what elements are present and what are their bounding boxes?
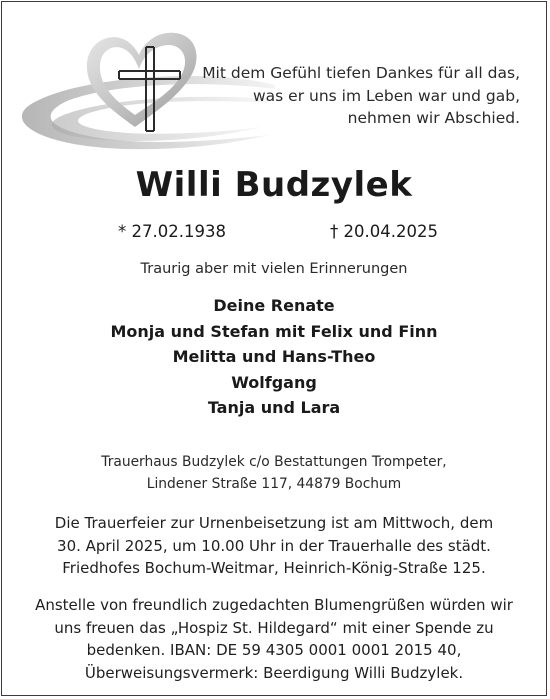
mourner-entry: Monja und Stefan mit Felix und Finn: [110, 321, 438, 341]
donation-line: uns freuen das „Hospiz St. Hildegard“ mit einer Spende zu: [54, 618, 494, 637]
motto-line: nehmen wir Abschied.: [347, 109, 520, 127]
ceremony-line: Die Trauerfeier zur Urnenbeisetzung ist am Mittwoch, dem: [54, 514, 494, 532]
donation-line: bedenken. IBAN: DE 59 4305 0001 0001 2015 40,: [86, 641, 462, 659]
donation-line: Überweisungsvermerk: Beerdigung Willi Budzylek.: [84, 663, 464, 682]
ceremony-info: [2, 512, 546, 580]
deceased-name: Willi Budzylek: [135, 165, 413, 205]
mourners-intro: Traurig aber mit vielen Erinnerungen: [140, 261, 408, 277]
birth-date: * 27.02.1938: [118, 222, 226, 241]
ceremony-line: Friedhofes Bochum-Weitmar, Heinrich-König-Straße 125.: [62, 559, 486, 577]
motto-line: was er uns im Leben war und gab,: [252, 86, 520, 105]
mourner-entry: Tanja und Lara: [207, 398, 341, 417]
motto-line: Mit dem Gefühl tiefen Dankes für all das,: [202, 64, 520, 82]
mourner-entry: Wolfgang: [231, 372, 317, 392]
mourners-list: [2, 293, 546, 421]
mourner-entry: Deine Renate: [213, 296, 335, 315]
death-date: † 20.04.2025: [330, 222, 438, 241]
donation-request: [2, 594, 546, 684]
mourning-house-address: [2, 452, 546, 495]
motto-verse: [202, 62, 520, 130]
address-line: Lindener Straße 117, 44879 Bochum: [146, 475, 402, 492]
mourner-entry: Melitta und Hans-Theo: [172, 347, 376, 366]
ceremony-line: 30. April 2025, um 10.00 Uhr in der Trauerhalle des städt.: [57, 536, 491, 555]
obituary-notice: [1, 1, 547, 696]
address-line: Trauerhaus Budzylek c/o Bestattungen Trompeter,: [101, 454, 447, 470]
donation-line: Anstelle von freundlich zugedachten Blumengrüßen würden wir: [35, 596, 513, 614]
